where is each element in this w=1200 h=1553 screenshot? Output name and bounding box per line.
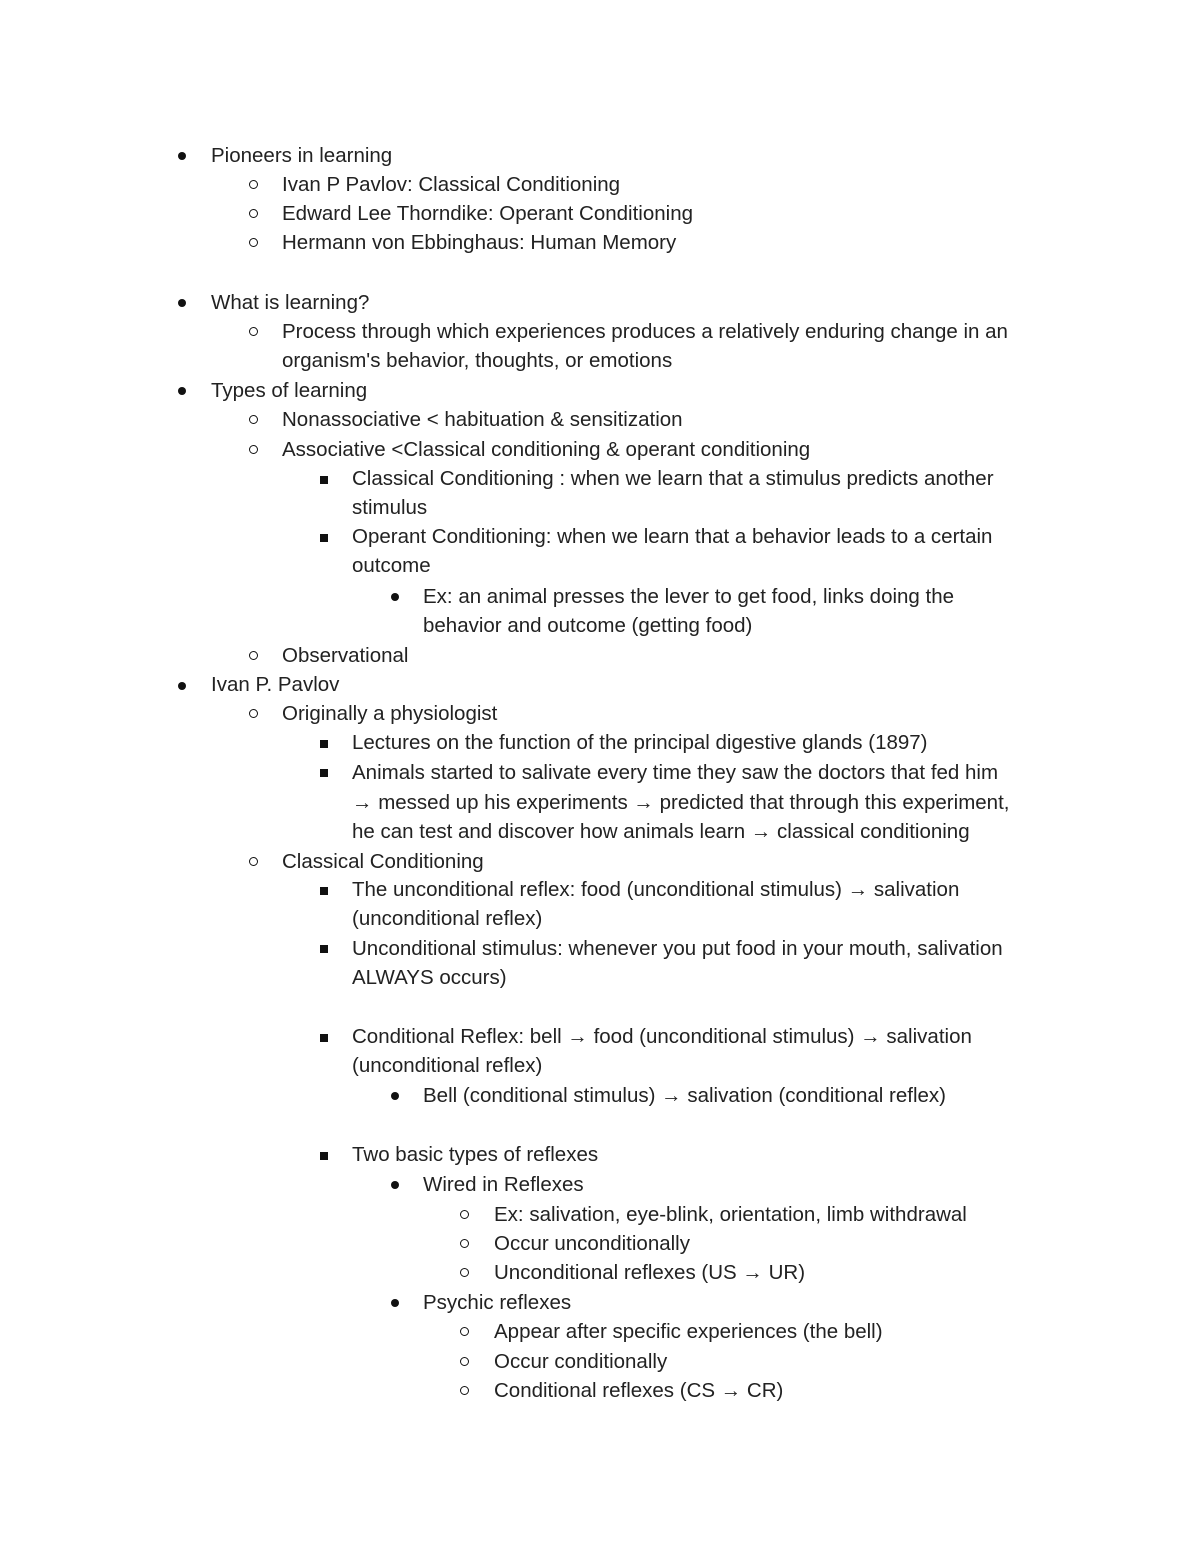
circle-bullet-icon xyxy=(460,1357,469,1366)
unconditional-reflex-line: The unconditional reflex: food (unconditional stimulus) → salivation xyxy=(352,878,960,901)
pioneer-item: Hermann von Ebbinghaus: Human Memory xyxy=(282,231,677,254)
square-bullet-icon xyxy=(320,476,328,484)
example-line: Ex: an animal presses the lever to get food, links doing the xyxy=(423,585,955,608)
circle-bullet-icon xyxy=(249,238,258,247)
pioneer-item: Edward Lee Thorndike: Operant Conditioning xyxy=(282,202,694,225)
animals-line: he can test and discover how animals learn → classical conditioning xyxy=(352,820,970,843)
associative-item: Associative <Classical conditioning & operant conditioning xyxy=(282,438,811,461)
unconditional-stimulus-line: Unconditional stimulus: whenever you put food in your mouth, salivation xyxy=(352,937,1003,960)
wired-reflexes-item: Wired in Reflexes xyxy=(423,1173,584,1196)
disc-bullet-icon xyxy=(178,682,186,690)
square-bullet-icon xyxy=(320,887,328,895)
square-bullet-icon xyxy=(320,740,328,748)
two-types-item: Two basic types of reflexes xyxy=(352,1143,599,1166)
disc-bullet-icon xyxy=(178,387,186,395)
square-bullet-icon xyxy=(320,945,328,953)
circle-bullet-icon xyxy=(249,415,258,424)
disc-bullet-icon xyxy=(391,1092,399,1100)
unconditional-stimulus-line: ALWAYS occurs) xyxy=(352,966,507,989)
unconditional-reflex-line: (unconditional reflex) xyxy=(352,907,543,930)
types-heading: Types of learning xyxy=(211,379,368,402)
circle-bullet-icon xyxy=(249,327,258,336)
observational-item: Observational xyxy=(282,644,409,667)
square-bullet-icon xyxy=(320,534,328,542)
psychic-detail-item: Conditional reflexes (CS → CR) xyxy=(494,1379,784,1402)
definition-line: Process through which experiences produces a relatively enduring change in an xyxy=(282,320,1008,343)
pavlov-heading: Ivan P. Pavlov xyxy=(211,673,340,696)
circle-bullet-icon xyxy=(249,857,258,866)
circle-bullet-icon xyxy=(249,180,258,189)
square-bullet-icon xyxy=(320,769,328,777)
conditional-reflex-line: (unconditional reflex) xyxy=(352,1054,543,1077)
circle-bullet-icon xyxy=(460,1386,469,1395)
physiologist-item: Originally a physiologist xyxy=(282,702,498,725)
circle-bullet-icon xyxy=(249,709,258,718)
disc-bullet-icon xyxy=(178,152,186,160)
animals-line: → messed up his experiments → predicted that through this experiment, xyxy=(352,791,1010,814)
definition-line: organism's behavior, thoughts, or emotions xyxy=(282,349,673,372)
circle-bullet-icon xyxy=(249,445,258,454)
operant-definition-line: Operant Conditioning: when we learn that a behavior leads to a certain xyxy=(352,525,993,548)
disc-bullet-icon xyxy=(391,593,399,601)
classical-conditioning-item: Classical Conditioning xyxy=(282,850,484,873)
operant-definition-line: outcome xyxy=(352,554,431,577)
disc-bullet-icon xyxy=(178,299,186,307)
bell-item: Bell (conditional stimulus) → salivation (conditional reflex) xyxy=(423,1084,946,1107)
example-line: behavior and outcome (getting food) xyxy=(423,614,753,637)
what-is-learning-heading: What is learning? xyxy=(211,291,370,314)
circle-bullet-icon xyxy=(460,1268,469,1277)
square-bullet-icon xyxy=(320,1152,328,1160)
animals-line: Animals started to salivate every time they saw the doctors that fed him xyxy=(352,761,999,784)
pioneers-heading: Pioneers in learning xyxy=(211,144,393,167)
disc-bullet-icon xyxy=(391,1299,399,1307)
wired-detail-item: Ex: salivation, eye-blink, orientation, limb withdrawal xyxy=(494,1203,967,1226)
circle-bullet-icon xyxy=(460,1239,469,1248)
nonassociative-item: Nonassociative < habituation & sensitization xyxy=(282,408,683,431)
psychic-detail-item: Occur conditionally xyxy=(494,1350,668,1373)
lectures-item: Lectures on the function of the principal digestive glands (1897) xyxy=(352,731,928,754)
wired-detail-item: Occur unconditionally xyxy=(494,1232,690,1255)
circle-bullet-icon xyxy=(460,1210,469,1219)
circle-bullet-icon xyxy=(249,651,258,660)
pioneer-item: Ivan P Pavlov: Classical Conditioning xyxy=(282,173,621,196)
square-bullet-icon xyxy=(320,1034,328,1042)
circle-bullet-icon xyxy=(249,209,258,218)
psychic-reflexes-item: Psychic reflexes xyxy=(423,1291,572,1314)
disc-bullet-icon xyxy=(391,1181,399,1189)
classical-definition-line: Classical Conditioning : when we learn that a stimulus predicts another xyxy=(352,467,994,490)
classical-definition-line: stimulus xyxy=(352,496,428,519)
psychic-detail-item: Appear after specific experiences (the bell) xyxy=(494,1320,883,1343)
circle-bullet-icon xyxy=(460,1327,469,1336)
wired-detail-item: Unconditional reflexes (US → UR) xyxy=(494,1261,806,1284)
conditional-reflex-line: Conditional Reflex: bell → food (unconditional stimulus) → salivation xyxy=(352,1025,972,1048)
